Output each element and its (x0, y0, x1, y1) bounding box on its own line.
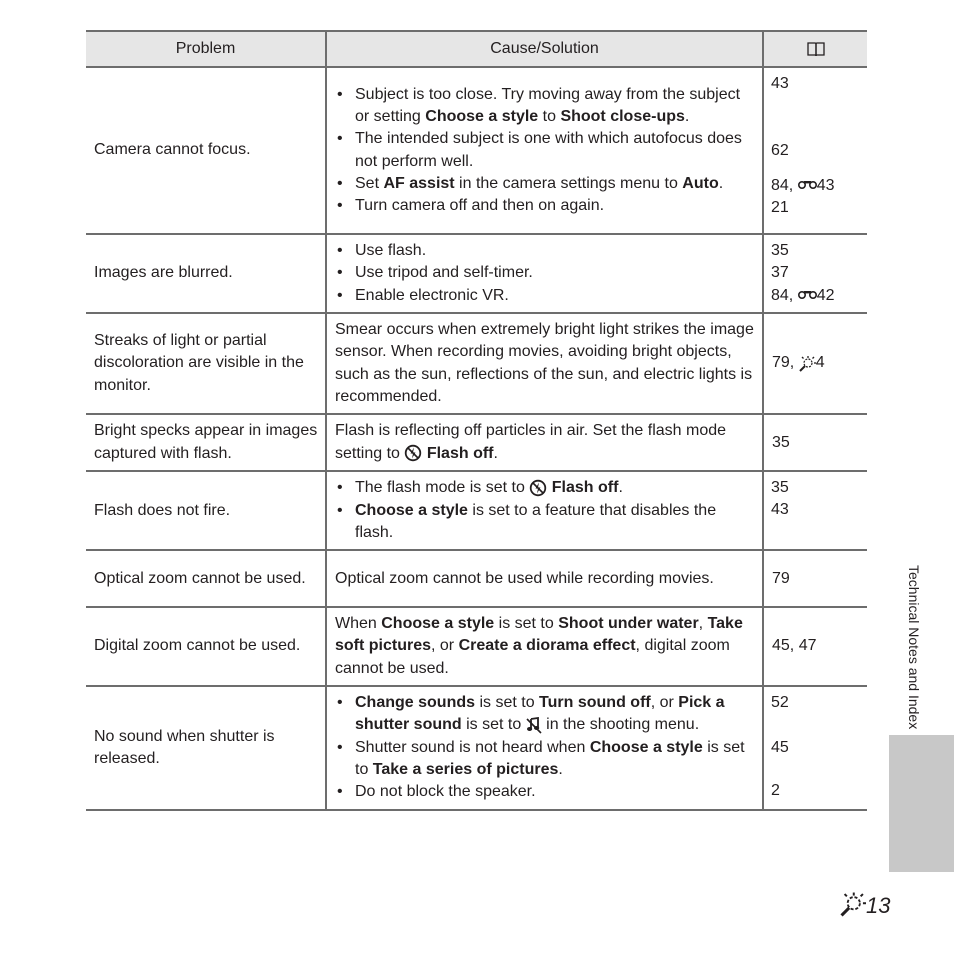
page-ref: 52 (771, 694, 789, 712)
reference-cell (763, 234, 867, 313)
cause-cell: Smear occurs when extremely bright light strikes the image sensor. When recording movies, avoiding bright objects, such as the sun, reflections of the sun, and electric lights is recommended. (326, 313, 763, 414)
problem-cell: Flash does not fire. (86, 471, 326, 550)
reference-cell (763, 471, 867, 550)
reference-cell: 45, 47 (763, 607, 867, 686)
troubleshooting-table-wrapper (86, 30, 867, 811)
list-item: • Shutter sound is not heard when Choose a style is set to Take a series of pictures. (335, 737, 755, 782)
cause-list (335, 84, 755, 218)
page-ref-group: 79, 4 (772, 354, 825, 372)
flash-off-icon (404, 444, 422, 462)
cause-list (335, 692, 755, 803)
reference-section-icon (798, 289, 817, 301)
header-reference (763, 31, 867, 67)
page-ref: 45 (771, 739, 789, 757)
page-ref: 43 (771, 75, 789, 92)
reference-cell (763, 67, 867, 234)
page-ref-group: 84, 43 (771, 176, 835, 194)
table-header-row (86, 31, 867, 67)
header-cause-solution: Cause/Solution (326, 31, 763, 67)
list-item: • The flash mode is set to Flash off. (335, 477, 755, 499)
table-row (86, 414, 867, 471)
reference-cell (763, 313, 867, 414)
problem-cell: No sound when shutter is released. (86, 686, 326, 809)
cause-cell (326, 67, 763, 234)
reference-cell (763, 686, 867, 809)
flash-off-icon (529, 479, 547, 497)
cause-cell: When Choose a style is set to Shoot under water, Take soft pictures, or Create a diorama effect, digital zoom cannot be used. (326, 607, 763, 686)
cause-cell (326, 234, 763, 313)
section-tab (889, 735, 954, 872)
sound-off-icon (526, 717, 542, 734)
table-row (86, 67, 867, 234)
section-side-label: Technical Notes and Index (906, 565, 922, 730)
list-item: • Choose a style is set to a feature that disables the flash. (335, 500, 755, 545)
list-item: • Enable electronic VR. (335, 285, 755, 307)
cause-cell (326, 471, 763, 550)
page-ref-group: 84, 42 (771, 286, 835, 304)
list-item: • Do not block the speaker. (335, 781, 755, 803)
list-item: • The intended subject is one with which autofocus does not perform well. (335, 128, 755, 173)
problem-cell: Bright specks appear in images captured with flash. (86, 414, 326, 471)
cause-list (335, 477, 755, 544)
table-row (86, 686, 867, 809)
list-item: • Use flash. (335, 240, 755, 262)
page-ref: 43 (771, 501, 789, 519)
page-ref: 35 (771, 479, 789, 497)
reference-section-icon (798, 179, 817, 191)
page-number-value: 13 (866, 893, 891, 918)
table-row (86, 234, 867, 313)
cause-cell: Flash is reflecting off particles in air. Set the flash mode setting to Flash off. (326, 414, 763, 471)
cause-cell (326, 686, 763, 809)
book-reference-icon (807, 41, 825, 57)
reference-cell: 79 (763, 550, 867, 607)
page-ref: 35 (771, 242, 789, 259)
problem-cell: Optical zoom cannot be used. (86, 550, 326, 607)
cause-cell: Optical zoom cannot be used while recording movies. (326, 550, 763, 607)
table-row (86, 471, 867, 550)
table-row (86, 313, 867, 414)
reference-cell: 35 (763, 414, 867, 471)
page-number (840, 891, 890, 919)
page-ref: 2 (771, 781, 780, 799)
tech-notes-icon (799, 355, 816, 372)
page-ref: 21 (771, 198, 789, 216)
tech-notes-icon (840, 891, 866, 917)
list-item: • Set AF assist in the camera settings menu to Auto. (335, 173, 755, 195)
troubleshooting-table (86, 30, 867, 811)
problem-cell: Digital zoom cannot be used. (86, 607, 326, 686)
problem-cell: Camera cannot focus. (86, 67, 326, 234)
list-item: • Use tripod and self-timer. (335, 262, 755, 284)
list-item: • Change sounds is set to Turn sound off, or Pick a shutter sound is set to in the shooting menu. (335, 692, 755, 737)
cause-list (335, 240, 755, 307)
page-ref: 37 (771, 264, 789, 282)
list-item: • Turn camera off and then on again. (335, 195, 755, 217)
table-row (86, 550, 867, 607)
table-row (86, 607, 867, 686)
page-ref: 62 (771, 142, 789, 160)
list-item: • Subject is too close. Try moving away from the subject or setting Choose a style to Shoot close-ups. (335, 84, 755, 129)
problem-cell: Streaks of light or partial discoloration are visible in the monitor. (86, 313, 326, 414)
problem-cell: Images are blurred. (86, 234, 326, 313)
header-problem: Problem (86, 31, 326, 67)
